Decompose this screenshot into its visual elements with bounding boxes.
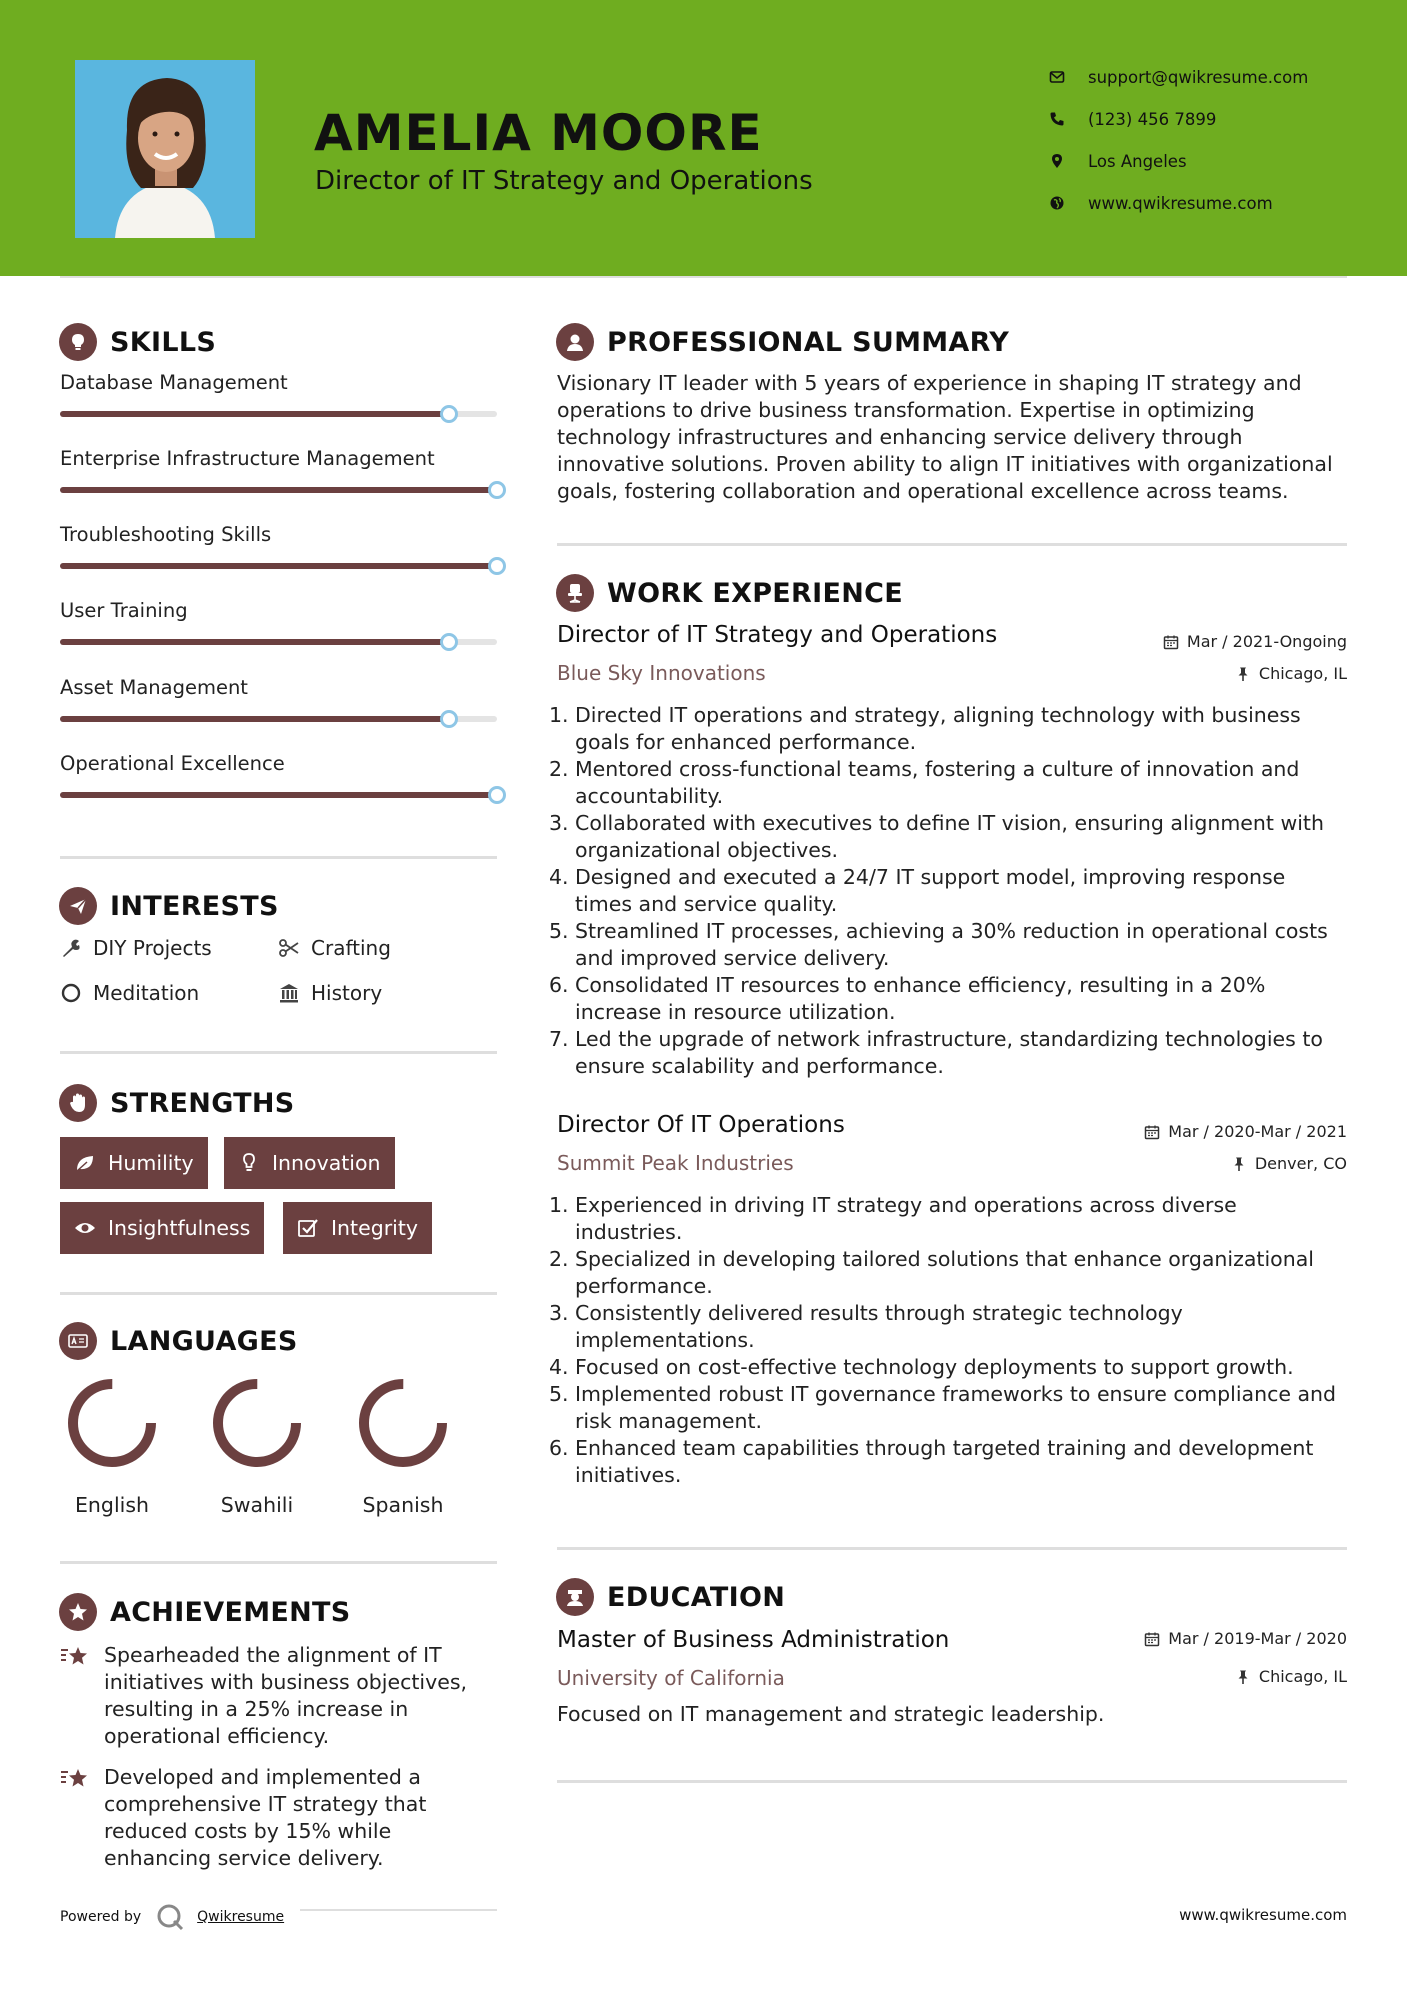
section-divider: [557, 543, 1347, 546]
strengths-heading: [59, 1084, 295, 1122]
job-bullet: 4. Designed and executed a 24/7 IT support model, improving response times and service quality.: [557, 864, 1347, 918]
museum-icon: [277, 981, 301, 1005]
envelope-icon: [1048, 68, 1066, 86]
achievement-text: Spearheaded the alignment of IT initiatives with business objectives, resulting in a 25% increase in operational efficiency.: [104, 1643, 468, 1748]
language-item: [52, 1375, 172, 1517]
skill-label: Asset Management: [60, 676, 248, 699]
job-company: Blue Sky Innovations: [557, 661, 766, 685]
skill-bar-fill: [60, 411, 449, 417]
skill-bar: [60, 639, 497, 645]
contact-location: [1048, 140, 1308, 182]
job-bullet-text: Experienced in driving IT strategy and operations across diverse industries.: [575, 1193, 1237, 1244]
language-gauge: [209, 1375, 305, 1471]
interest-item: [59, 936, 212, 960]
achievement-item: [60, 1764, 480, 1872]
strength-tag: [283, 1202, 432, 1254]
paper-plane-icon: [59, 887, 97, 925]
job-bullet: 5. Streamlined IT processes, achieving a 30% reduction in operational costs and improved service delivery.: [557, 918, 1347, 972]
skill-item: [60, 599, 500, 622]
skill-item: [60, 676, 500, 699]
user-icon: [556, 323, 594, 361]
map-pin-icon: [1048, 152, 1066, 170]
skill-bar-knob: [440, 710, 458, 728]
qwikresume-logo-icon: [155, 1902, 185, 1932]
section-divider: [60, 1292, 497, 1295]
job-date-text: Mar / 2021-Ongoing: [1186, 632, 1347, 651]
job-bullet-text: Consolidated IT resources to enhance efficiency, resulting in a 20% increase in resource utilization.: [575, 973, 1266, 1024]
section-divider: [60, 1051, 497, 1054]
lightbulb-icon: [59, 323, 97, 361]
pushpin-icon: [1235, 666, 1251, 682]
globe-icon: [1048, 194, 1066, 212]
profile-photo: [75, 60, 255, 238]
language-label: Spanish: [362, 1493, 444, 1517]
strength-label: Innovation: [272, 1151, 381, 1175]
education-description: Focused on IT management and strategic leadership.: [557, 1702, 1105, 1726]
job-bullet-text: Directed IT operations and strategy, aligning technology with business goals for enhanced performance.: [575, 703, 1301, 754]
skill-bar-knob: [440, 633, 458, 651]
skill-item: [60, 752, 500, 775]
job-bullet-text: Specialized in developing tailored solutions that enhance organizational performance.: [575, 1247, 1314, 1298]
calendar-icon: [1144, 1631, 1160, 1647]
skill-bar-knob: [440, 405, 458, 423]
job-company: Summit Peak Industries: [557, 1151, 794, 1175]
strength-label: Insightfulness: [108, 1216, 251, 1240]
strength-tag: [60, 1137, 208, 1189]
job-location-text: Denver, CO: [1254, 1154, 1347, 1173]
summary-heading-text: PROFESSIONAL SUMMARY: [607, 326, 1010, 358]
calendar-icon: [1163, 634, 1179, 650]
interests-heading-text: INTERESTS: [110, 890, 279, 922]
header-banner: [0, 0, 1407, 276]
skill-bar-fill: [60, 563, 497, 569]
section-divider: [60, 856, 497, 859]
experience-heading: [556, 574, 903, 612]
language-gauge: [355, 1375, 451, 1471]
pushpin-icon: [1231, 1156, 1247, 1172]
education-heading-text: EDUCATION: [607, 1581, 786, 1613]
pushpin-icon: [1235, 1669, 1251, 1685]
education-location-text: Chicago, IL: [1258, 1667, 1347, 1686]
circle-icon: [59, 981, 83, 1005]
experience-heading-text: WORK EXPERIENCE: [607, 577, 903, 609]
job-location: [1235, 664, 1347, 683]
wrench-icon: [59, 936, 83, 960]
footer-url[interactable]: www.qwikresume.com: [1179, 1906, 1347, 1924]
strength-tag: [224, 1137, 395, 1189]
interest-label: Meditation: [93, 981, 200, 1005]
education-date-text: Mar / 2019-Mar / 2020: [1168, 1629, 1347, 1648]
skill-label: Database Management: [60, 371, 288, 394]
job-bullet-text: Implemented robust IT governance frameworks to ensure compliance and risk management.: [575, 1382, 1337, 1433]
job-bullet: 3. Consistently delivered results through strategic technology implementations.: [557, 1300, 1347, 1354]
job-bullet: 6. Enhanced team capabilities through targeted training and development initiatives.: [557, 1435, 1347, 1489]
office-chair-icon: [556, 574, 594, 612]
skills-heading-text: SKILLS: [110, 326, 217, 358]
skill-label: User Training: [60, 599, 188, 622]
skill-bar-fill: [60, 792, 497, 798]
contact-list: [1048, 56, 1308, 224]
language-label: Swahili: [220, 1493, 294, 1517]
contact-website[interactable]: [1048, 182, 1308, 224]
skill-bar-knob: [488, 481, 506, 499]
job-bullets: [549, 702, 1347, 1080]
skill-bar: [60, 563, 497, 569]
skill-bar-fill: [60, 639, 449, 645]
job-location-text: Chicago, IL: [1258, 664, 1347, 683]
section-divider: [60, 1561, 497, 1564]
summary-heading: [556, 323, 1009, 361]
skill-bar: [60, 411, 497, 417]
hand-icon: [59, 1084, 97, 1122]
job-bullet: 4. Focused on cost-effective technology deployments to support growth.: [549, 1355, 1294, 1379]
job-bullet-text: Designed and executed a 24/7 IT support model, improving response times and service quality.: [575, 865, 1286, 916]
job-bullet-text: Collaborated with executives to define IT vision, ensuring alignment with organizational objectives.: [575, 811, 1324, 862]
check-square-icon: [295, 1217, 321, 1239]
achievements-heading: [59, 1593, 351, 1631]
interest-item: [277, 981, 382, 1005]
education-location: [1235, 1667, 1347, 1686]
interests-heading: [59, 887, 279, 925]
contact-location-text: Los Angeles: [1088, 151, 1187, 171]
skill-label: Enterprise Infrastructure Management: [60, 447, 435, 470]
job-bullet: 5. Implemented robust IT governance frameworks to ensure compliance and risk management.: [557, 1381, 1347, 1435]
section-divider: [557, 1780, 1347, 1783]
skill-item: [60, 371, 500, 394]
job-bullet: 2. Mentored cross-functional teams, fostering a culture of innovation and accountability.: [557, 756, 1347, 810]
contact-email[interactable]: [1048, 56, 1308, 98]
job-bullet: 2. Specialized in developing tailored solutions that enhance organizational performance.: [557, 1246, 1347, 1300]
skill-item: [60, 523, 500, 546]
skill-bar-knob: [488, 786, 506, 804]
strength-tag: [60, 1202, 264, 1254]
job-bullet: 7. Led the upgrade of network infrastructure, standardizing technologies to ensure scalability and performance.: [557, 1026, 1347, 1080]
star-badge-icon: [59, 1593, 97, 1631]
contact-email-text: support@qwikresume.com: [1088, 67, 1309, 87]
language-gauge: [64, 1375, 160, 1471]
interest-label: Crafting: [311, 936, 391, 960]
achievements-heading-text: ACHIEVEMENTS: [110, 1596, 351, 1628]
star-icon: [60, 1767, 94, 1872]
language-item: [343, 1375, 463, 1517]
languages-heading-text: LANGUAGES: [110, 1325, 298, 1357]
education-degree: Master of Business Administration: [557, 1627, 950, 1653]
powered-by-label: Powered by: [60, 1909, 142, 1925]
contact-phone-text: (123) 456 7899: [1088, 109, 1217, 129]
job-bullet: 1. Directed IT operations and strategy, aligning technology with business goals for enhanced performance.: [557, 702, 1347, 756]
skill-bar-knob: [488, 557, 506, 575]
strength-label: Integrity: [331, 1216, 418, 1240]
languages-heading: [59, 1322, 298, 1360]
job-bullet-text: Enhanced team capabilities through targeted training and development initiatives.: [575, 1436, 1314, 1487]
job-bullets: [549, 1192, 1347, 1489]
lightbulb-icon: [236, 1152, 262, 1174]
job-title: Director Of IT Operations: [557, 1112, 845, 1138]
job-bullet-text: Mentored cross-functional teams, fostering a culture of innovation and accountability.: [575, 757, 1300, 808]
eye-icon: [72, 1217, 98, 1239]
job-date: [1144, 1122, 1347, 1141]
calendar-icon: [1144, 1124, 1160, 1140]
skill-bar: [60, 792, 497, 798]
education-date: [1144, 1629, 1347, 1648]
job-title: Director of IT Strategy and Operations: [557, 622, 998, 648]
graduate-icon: [556, 1578, 594, 1616]
skill-label: Operational Excellence: [60, 752, 285, 775]
footer-powered-by: [60, 1902, 284, 1932]
interest-item: [277, 936, 391, 960]
skill-item: [60, 447, 500, 470]
skill-bar: [60, 487, 497, 493]
job-bullet-text: Consistently delivered results through strategic technology implementations.: [575, 1301, 1183, 1352]
job-bullet: 6. Consolidated IT resources to enhance efficiency, resulting in a 20% increase in resource utilization.: [557, 972, 1347, 1026]
leaf-icon: [72, 1152, 98, 1174]
achievement-text: Developed and implemented a comprehensive IT strategy that reduced costs by 15% while enhancing service delivery.: [104, 1765, 427, 1870]
job-location: [1231, 1154, 1347, 1173]
skills-heading: [59, 323, 216, 361]
job-bullet-text: Led the upgrade of network infrastructure, standardizing technologies to ensure scalability and performance.: [575, 1027, 1323, 1078]
skill-label: Troubleshooting Skills: [60, 523, 272, 546]
scissors-icon: [277, 936, 301, 960]
skill-bar-fill: [60, 487, 497, 493]
contact-website-text: www.qwikresume.com: [1088, 193, 1273, 213]
interest-item: [59, 981, 199, 1005]
header-divider: [60, 276, 1347, 278]
skill-bar-fill: [60, 716, 449, 722]
language-icon: [59, 1322, 97, 1360]
interest-label: DIY Projects: [93, 936, 212, 960]
section-divider: [557, 1547, 1347, 1550]
education-school: University of California: [557, 1666, 785, 1690]
job-bullet-text: Streamlined IT processes, achieving a 30% reduction in operational costs and improved service delivery.: [575, 919, 1328, 970]
footer-divider: [300, 1909, 497, 1911]
contact-phone[interactable]: [1048, 98, 1308, 140]
strength-label: Humility: [108, 1151, 194, 1175]
candidate-title: Director of IT Strategy and Operations: [315, 166, 813, 196]
education-heading: [556, 1578, 785, 1616]
job-bullet-text: Focused on cost-effective technology deployments to support growth.: [575, 1355, 1294, 1379]
strengths-heading-text: STRENGTHS: [110, 1087, 295, 1119]
job-bullet: 3. Collaborated with executives to define IT vision, ensuring alignment with organizational objectives.: [557, 810, 1347, 864]
skill-bar: [60, 716, 497, 722]
achievement-item: [60, 1642, 480, 1750]
star-icon: [60, 1645, 94, 1750]
job-bullet: 1. Experienced in driving IT strategy and operations across diverse industries.: [557, 1192, 1347, 1246]
language-item: [197, 1375, 317, 1517]
candidate-name: AMELIA MOORE: [314, 104, 763, 162]
interest-label: History: [311, 981, 383, 1005]
job-date: [1163, 632, 1347, 651]
phone-icon: [1048, 110, 1066, 128]
job-date-text: Mar / 2020-Mar / 2021: [1168, 1122, 1347, 1141]
language-label: English: [74, 1493, 150, 1517]
qwikresume-link[interactable]: Qwikresume: [197, 1909, 285, 1925]
summary-text: Visionary IT leader with 5 years of experience in shaping IT strategy and operations to drive business transformation. Expertise in optimizing technology infrastructures and enhancing service delivery through innovative solutions. Proven ability to align IT initiatives with organizational goals, fostering collaboration and operational excellence across teams.: [557, 371, 1333, 503]
